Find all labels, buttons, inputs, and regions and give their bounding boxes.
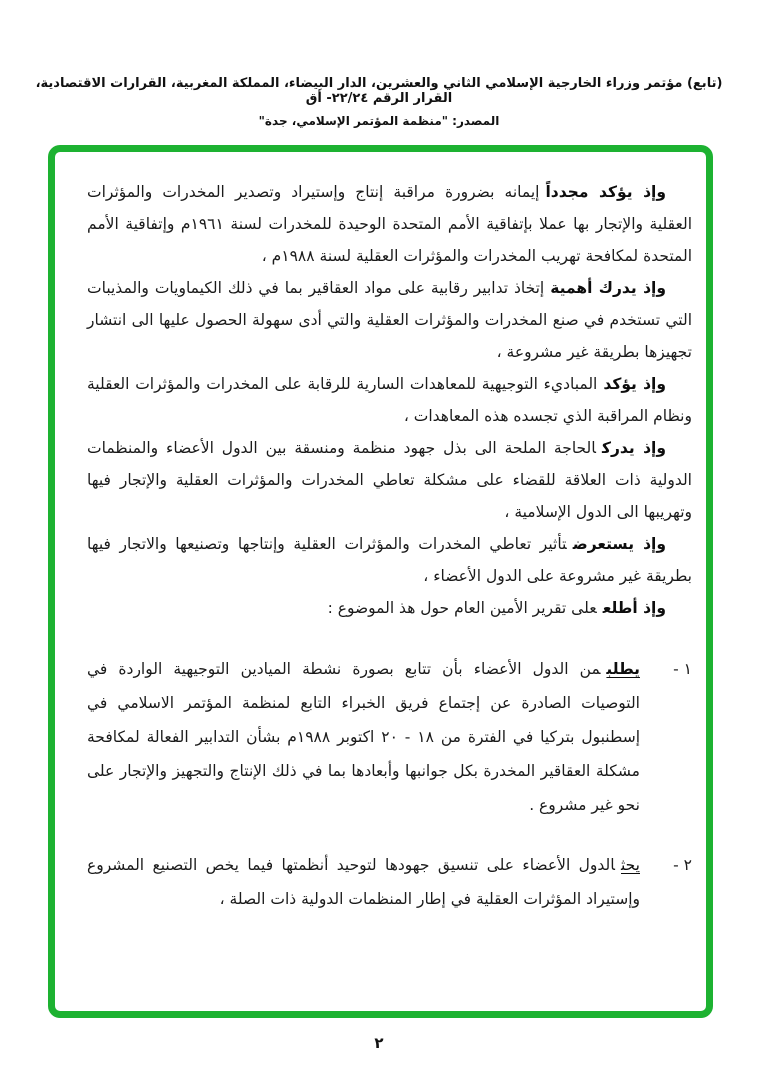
preamble-text: إتخاذ تدابير رقابية على مواد العقاقير بما في ذلك الكيماويات والمذيبات التي تستخدم في صنع المخدرات والمؤثرات العقلية والتي أدى سهولة الحصول عليها الى انتشار تجهيزها بطريقة غير مشروعة ،	[87, 279, 692, 361]
preamble-text: على تقرير الأمين العام حول هذ الموضوع :	[327, 599, 597, 617]
clause-body	[87, 652, 640, 822]
preamble-text: تأثير تعاطي المخدرات والمؤثرات العقلية وإنتاجها وتصنيعها والاتجار فيها بطريقة غير مشروعة على الدول الأعضاء ،	[87, 535, 692, 585]
preamble-paragraph	[87, 272, 692, 368]
preamble-lead: وإذ يدرك	[602, 439, 666, 457]
header-source-line: المصدر: "منظمة المؤتمر الإسلامي، جدة"	[258, 114, 500, 128]
clause-lead: يطلب	[606, 660, 640, 678]
header-citation-line: (تابع) مؤتمر وزراء الخارجية الإسلامي الثاني والعشرين، الدار البيضاء، المملكة المغربية، القرارات الاقتصادية، القرار الرقم ٢٢/٢٤- أق	[35, 76, 723, 106]
preamble-text: المباديء التوجيهية للمعاهدات السارية للرقابة على المخدرات والمؤثرات العقلية ونظام المراقبة الذي تجسده هذه المعاهدات ،	[87, 375, 692, 425]
preamble-paragraph	[87, 592, 692, 624]
document-header	[14, 76, 744, 128]
clause-number: ١ -	[673, 660, 692, 678]
preamble-paragraph	[87, 432, 692, 528]
clause-number: ٢ -	[673, 856, 692, 874]
preamble-lead: وإذ أطلع	[602, 599, 666, 617]
clause-lead: يحث	[621, 856, 640, 874]
clause-item	[87, 652, 692, 822]
preamble-paragraph	[87, 528, 692, 592]
clause-text: من الدول الأعضاء بأن تتابع بصورة نشطة الميادين التوجيهية الواردة في التوصيات الصادرة عن إجتماع فريق الخبراء التابع لمنظمة المؤتمر الاسلامي في إسطنبول بتركيا في الفترة من ١٨ - ٢٠ اكتوبر ١٩٨٨م بشأن التدابير الفعالة لمكافحة مشكلة العقاقير المخدرة بكل جوانبها وأبعادها بما في ذلك الإنتاج والتجهيز والإتجار على نحو غير مشروع .	[87, 660, 640, 814]
clause-text: الدول الأعضاء على تنسيق جهودها لتوحيد أنظمتها فيما يخص التصنيع المشروع وإستيراد المؤثرات العقلية في إطار المنظمات الدولية ذات الصلة ،	[87, 856, 640, 908]
preamble-lead: وإذ يؤكد	[603, 375, 666, 393]
clause-body	[87, 848, 640, 916]
operative-clauses	[87, 652, 692, 916]
document-body	[87, 176, 692, 916]
page-number: ٢	[374, 1034, 384, 1052]
preamble-lead: وإذ يدرك أهمية	[550, 279, 667, 297]
clause-item	[87, 848, 692, 916]
preamble-lead: وإذ يستعرض	[572, 535, 666, 553]
preamble-text: الحاجة الملحة الى بذل جهود منظمة ومنسقة بين الدول الأعضاء والمنظمات الدولية ذات العلاقة للقضاء على مشكلة تعاطي المخدرات والمؤثرات العقلية والإتجار فيها وتهريبها الى الدول الإسلامية ،	[87, 439, 692, 521]
preamble-text: إيمانه بضرورة مراقبة إنتاج وإستيراد وتصدير المخدرات والمؤثرات العقلية والإتجار بها عملا بإتفاقية الأمم المتحدة الوحيدة للمخدرات لسنة ١٩٦١م وإتفاقية الأمم المتحدة لمكافحة تهريب المخدرات والمؤثرات العقلية لسنة ١٩٨٨م ،	[87, 183, 693, 265]
preamble-lead: وإذ يؤكد مجدداً	[545, 183, 666, 201]
preamble-paragraph	[87, 368, 692, 432]
document-border	[48, 145, 713, 1018]
preamble-paragraph	[87, 176, 692, 272]
